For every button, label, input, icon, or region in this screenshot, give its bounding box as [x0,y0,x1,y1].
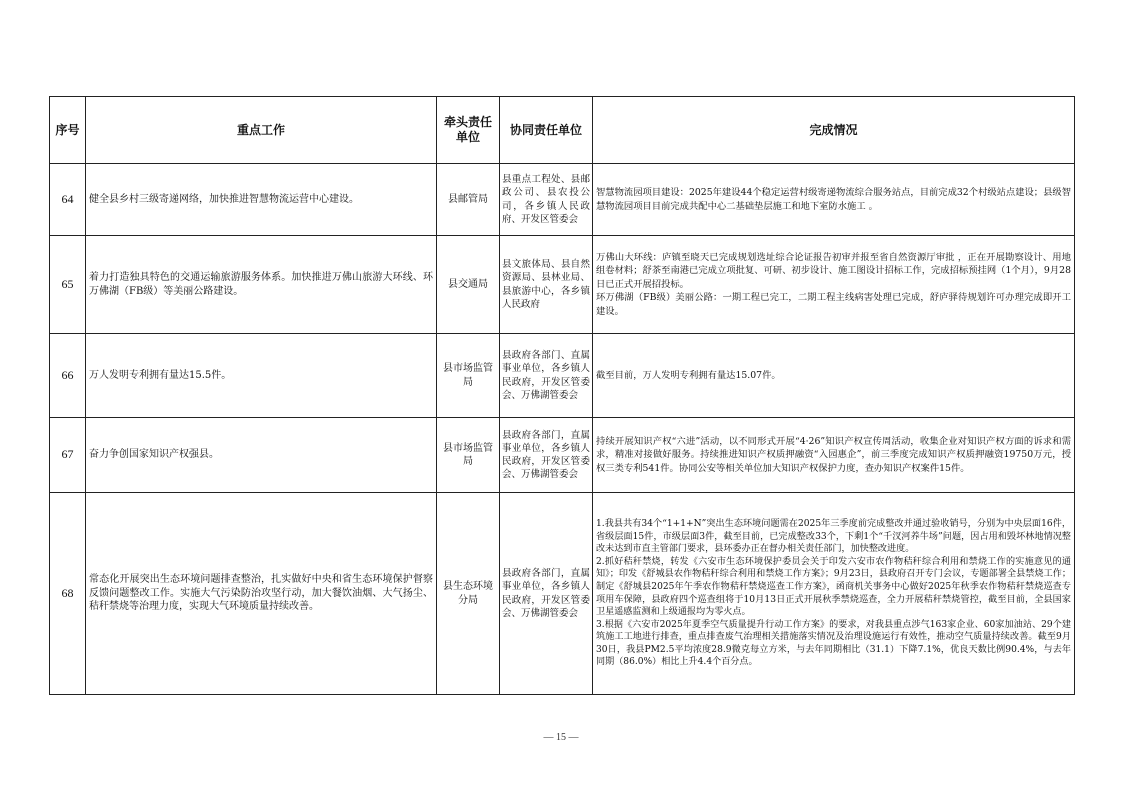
status-paragraph: 3.根据《六安市2025年夏季空气质量提升行动工作方案》的要求，对我县重点涉气163家企业、60家加油站、29个建筑施工工地进行排查，重点排查废气治理相关措施落实情况及治理设施运行有效性，推动空气质量持续改善。截至9月30日，我县PM2.5平均浓度28.9微克每立方米，与去年同期相比（31.1）下降7.1%，优良天数比例90.4%，与去年同期（86.0%）相比上升4.4个百分点。 [596,619,1071,668]
status-paragraph: 持续开展知识产权“六进”活动，以不同形式开展“4·26”知识产权宣传周活动，收集企业对知识产权方面的诉求和需求，精准对接做好服务。持续推进知识产权质押融资“入园惠企”，前三季度完成知识产权质押融资19750万元，授权三类专利541件。协同公安等相关单位加大知识产权保护力度，查办知识产权案件15件。 [596,435,1071,474]
row-completion-status [593,493,1075,695]
row-key-work: 健全县乡村三级寄递网络，加快推进智慧物流运营中心建设。 [86,164,437,236]
row-lead-unit: 县市场监管局 [437,334,500,418]
row-lead-unit: 县市场监管局 [437,418,500,493]
table-row [50,493,1075,695]
row-serial-number: 67 [50,418,86,493]
row-serial-number: 65 [50,236,86,334]
header-lead-unit: 牵头责任单位 [437,97,500,164]
row-completion-status [593,418,1075,493]
status-paragraph: 截至目前，万人发明专利拥有量达15.07件。 [596,369,781,381]
work-progress-table [49,96,1075,695]
header-cooperating-units: 协同责任单位 [500,97,593,164]
row-key-work: 奋力争创国家知识产权强县。 [86,418,437,493]
header-completion-status: 完成情况 [593,97,1075,164]
page-number: — 15 — [543,732,579,743]
row-cooperating-units: 县政府各部门，直属事业单位，各乡镇人民政府，开发区管委会、万佛湖管委会 [500,418,593,493]
row-serial-number: 68 [50,493,86,695]
row-key-work: 常态化开展突出生态环境问题排查整治，扎实做好中央和省生态环境保护督察反馈问题整改工作。实施大气污染防治攻坚行动，加大餐饮油烟、大气扬尘、秸秆禁烧等治理力度，实现大气环境质量持续改善。 [86,493,437,695]
row-completion-status [593,164,1075,236]
row-cooperating-units: 县政府各部门、直属事业单位，各乡镇人民政府，开发区管委会、万佛湖管委会 [500,334,593,418]
row-lead-unit: 县交通局 [437,236,500,334]
status-paragraph: 2.抓好秸秆禁烧，转发《六安市生态环境保护委员会关于印发六安市农作物秸秆综合利用和禁烧工作的实施意见的通知》；印发《舒城县农作物秸秆综合利用和禁烧工作方案》；9月23日，县政府召开专门会议，专题部署全县禁烧工作；制定《舒城县2025年午季农作物秸秆禁烧巡查工作方案》，函商机关事务中心做好2025年秋季农作物秸秆禁烧巡查专项用车保障，县政府四个巡查组将于10月13日正式开展秋季禁烧巡查，全力开展秸秆禁烧管控，截至目前，全县国家卫星遥感监测和上级通报均为零火点。 [596,556,1071,618]
status-paragraph: 环万佛湖（FB级）美丽公路：一期工程已完工，二期工程主线病害处理已完成，舒庐驿待规划许可办理完成即开工建设。 [596,292,1071,317]
status-paragraph: 万佛山大环线：庐镇至晓天已完成规划选址综合论证报告初审并报至省自然资源厅审批 ，正在开展勘察设计、用地组卷材料；舒茶至南港已完成立项批复、可研、初步设计、施工图设计招标工作，完成招标预挂网（1个月），9月28日已正式开展招投标。 [596,251,1071,290]
table-row [50,236,1075,334]
row-lead-unit: 县邮管局 [437,164,500,236]
row-cooperating-units: 县重点工程处、县邮政公司、县农投公司，各乡镇人民政府、开发区管委会 [500,164,593,236]
status-paragraph: 智慧物流园项目建设：2025年建设44个稳定运营村级寄递物流综合服务站点，目前完成32个村级站点建设；县级智慧物流园项目目前完成共配中心二基础垫层施工和地下室防水施工 。 [596,186,1071,212]
header-serial-number: 序号 [50,97,86,164]
status-paragraph: 1.我县共有34个“1+1+N”突出生态环境问题需在2025年三季度前完成整改并通过验收销号，分别为中央层面16件，省级层面15件，市级层面3件，截至目前，已完成整改33个，下剩1个“千汊河养牛场”问题，因占用和毁坏林地情况整改未达到市直主管部门要求，县环委办正在督办相关责任部门，加快整改进度。 [596,519,1071,555]
row-key-work: 着力打造独具特色的交通运输旅游服务体系。加快推进万佛山旅游大环线、环万佛湖（FB级）等美丽公路建设。 [86,236,437,334]
row-serial-number: 64 [50,164,86,236]
row-key-work: 万人发明专利拥有量达15.5件。 [86,334,437,418]
row-cooperating-units: 县政府各部门，直属事业单位，各乡镇人民政府，开发区管委会、万佛湖管委会 [500,493,593,695]
row-serial-number: 66 [50,334,86,418]
row-completion-status [593,236,1075,334]
header-key-work: 重点工作 [86,97,437,164]
row-cooperating-units: 县文旅体局、县自然资源局、县林业局、县旅游中心，各乡镇人民政府 [500,236,593,334]
table-row [50,334,1075,418]
row-lead-unit: 县生态环境分局 [437,493,500,695]
table-row [50,164,1075,236]
row-completion-status [593,334,1075,418]
table-header-row [50,97,1075,164]
table-row [50,418,1075,493]
